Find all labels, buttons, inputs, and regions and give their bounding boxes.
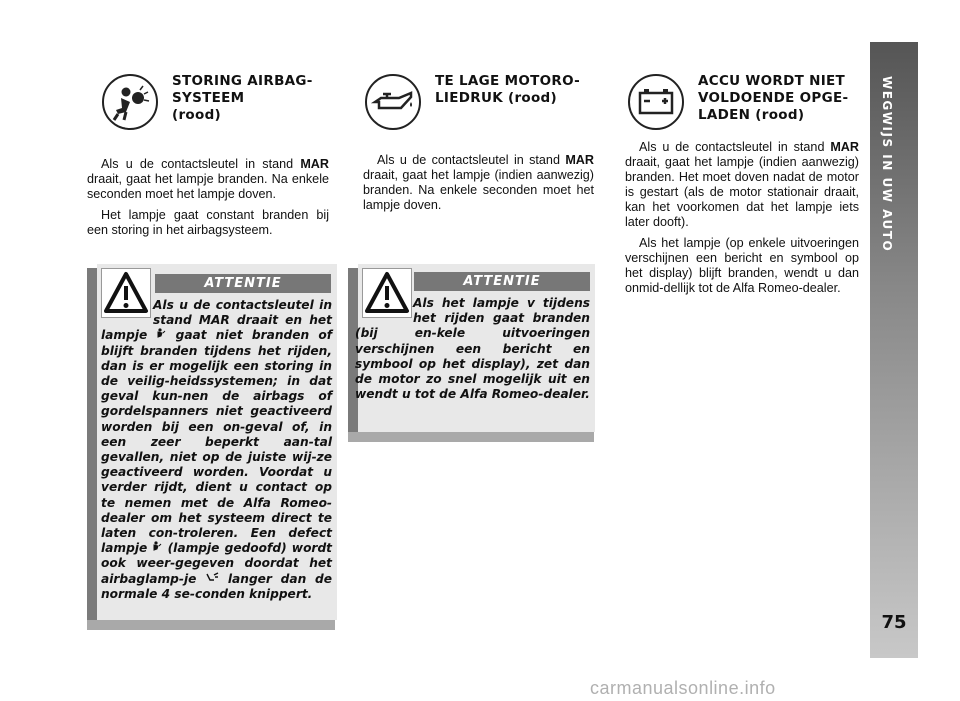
warning-text-airbag: Als u de contactsleutel in stand MAR draait en het lampje gaat niet branden of blijft branden tijdens het rijden, dan is er mogelijk een storing in de veilig-heidssystemen; in dat geval kun-nen de airbags of gordelspanners niet geactiveerd worden bij een on-geval of, in een zeer beperkt aan-tal gevallen, niet op de juiste wij-ze geactiveerd worden. Voordat u verder rijdt, dient u contact op te nemen met de Alfa Romeo-dealer om het systeem direct te laten con-troleren. Een defect lampje (lampje gedoofd) wordt ook weer-gegeven doordat het airbaglamp-je langer dan de normale 4 se-conden knippert. (101, 298, 332, 601)
paragraph: Als het lampje (op enkele uitvoeringen verschijnen een bericht en symbool op het display) blijft branden, wendt u dan onmid-dellijk tot de Alfa Romeo-dealer. (625, 236, 859, 295)
attentie-label: ATTENTIE (414, 272, 590, 291)
warning-text-oil: Als het lampje v tijdens het rijden gaat branden (bij en-kele uitvoeringen verschijnen een bericht en symbool op het display), zet dan de motor zo snel mogelijk uit en wendt u tot de Alfa Romeo-dealer. (355, 296, 590, 402)
airbag-inline-icon (156, 328, 166, 339)
chapter-sidebar (870, 42, 918, 658)
oil-pressure-heading: TE LAGE MOTORO- LIEDRUK (rood) (435, 73, 581, 106)
chapter-title: WEGWIJS IN UW AUTO (880, 76, 894, 253)
battery-heading: ACCU WORDT NIET VOLDOENDE OPGE- LADEN (rood) (698, 73, 849, 123)
airbag-inline-icon (152, 541, 162, 552)
warning-box-shadow (87, 268, 97, 630)
warning-box-shadow (87, 620, 335, 630)
battery-icon (628, 74, 684, 130)
passenger-airbag-inline-icon (205, 572, 219, 583)
oil-pressure-body (363, 153, 594, 219)
warning-box-shadow (348, 432, 594, 442)
airbag-heading: STORING AIRBAG- SYSTEEM (rood) (172, 73, 313, 123)
attentie-label: ATTENTIE (155, 274, 331, 293)
paragraph: Het lampje gaat constant branden bij een storing in het airbagsysteem. (87, 208, 329, 237)
oil-pressure-icon (365, 74, 421, 130)
paragraph: Als u de contactsleutel in stand MAR draait, gaat het lampje (indien aanwezig) branden. Na enkele seconden moet het lampje doven. (363, 153, 594, 212)
airbag-warning-icon (102, 74, 158, 130)
paragraph: Als u de contactsleutel in stand MAR draait, gaat het lampje branden. Na enkele seconden moet het lampje doven. (87, 157, 329, 201)
paragraph: Als u de contactsleutel in stand MAR draait, gaat het lampje (indien aanwezig) branden. Het moet doven nadat de motor is gestart (als de motor stationair draait, kan het voorkomen dat het lampje iets later dooft). (625, 140, 859, 229)
airbag-body (87, 157, 329, 244)
watermark: carmanualsonline.info (590, 678, 776, 698)
page-number: 75 (881, 612, 907, 633)
battery-body (625, 140, 859, 302)
